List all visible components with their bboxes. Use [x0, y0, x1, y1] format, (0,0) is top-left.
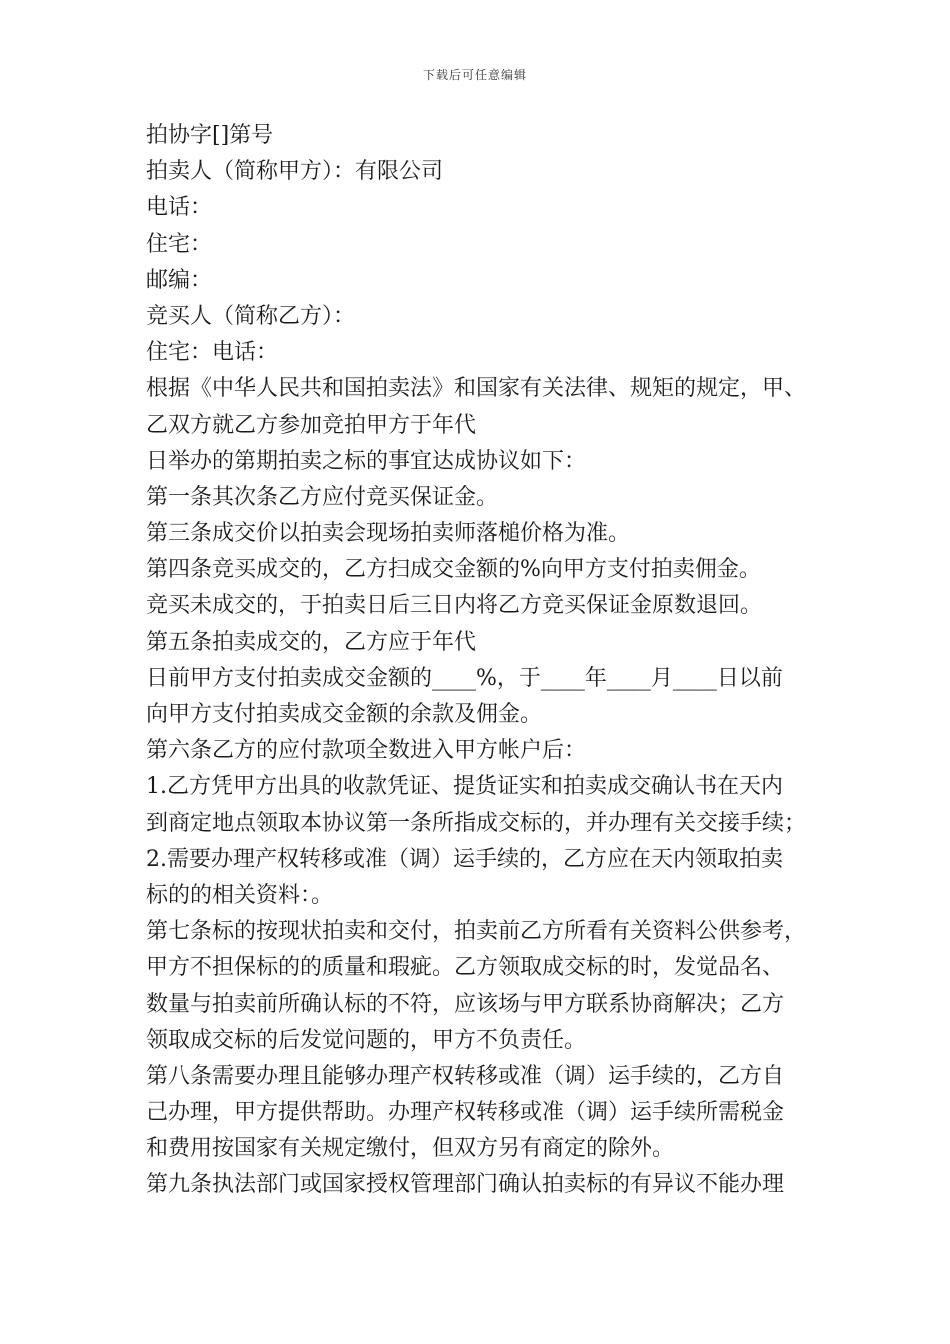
text-line: 邮编： — [146, 267, 213, 293]
text-line: 第八条需要办理且能够办理产权转移或准（调）运手续的，乙方自 — [146, 1063, 785, 1089]
text-line: 己办理，甲方提供帮助。办理产权转移或准（调）运手续所需税金 — [146, 1100, 785, 1126]
text-line: 乙双方就乙方参加竞拍甲方于年代 — [146, 412, 477, 438]
text-line: 第一条其次条乙方应付竞买保证金。 — [146, 484, 499, 510]
text-line: 到商定地点领取本协议第一条所指成交标的，并办理有关交接手续； — [146, 810, 807, 836]
text-line: 标的的相关资料：。 — [146, 882, 334, 908]
text-line: 1.乙方凭甲方出具的收款凭证、提货证实和拍卖成交确认书在天内 — [146, 774, 783, 800]
text-line: 2.需要办理产权转移或准（调）运手续的，乙方应在天内领取拍卖 — [146, 846, 783, 872]
text-line: 日举办的第期拍卖之标的事宜达成协议如下： — [146, 448, 587, 474]
text-line: 领取成交标的后发觉问题的，甲方不负责任。 — [146, 1027, 587, 1053]
text-line: 第六条乙方的应付款项全数进入甲方帐户后： — [146, 738, 587, 764]
text-line: 拍协字[]第号 — [146, 123, 274, 148]
text-line: 根据《中华人民共和国拍卖法》和国家有关法律、规矩的规定，甲、 — [146, 376, 807, 402]
text-line: 和费用按国家有关规定缴付，但双方另有商定的除外。 — [146, 1136, 675, 1162]
page-header-note: 下载后可任意编辑 — [422, 68, 527, 82]
text-line: 拍卖人（简称甲方）：有限公司 — [146, 159, 444, 185]
text-line: 竞买人（简称乙方）： — [146, 303, 356, 329]
text-line: 住宅：电话： — [146, 340, 279, 366]
text-line: 竞买未成交的，于拍卖日后三日内将乙方竞买保证金原数退回。 — [146, 593, 763, 619]
text-line: 向甲方支付拍卖成交金额的余款及佣金。 — [146, 702, 543, 727]
text-line: 第四条竞买成交的，乙方扫成交金额的%向甲方支付拍卖佣金。 — [146, 557, 761, 583]
text-line: 第七条标的按现状拍卖和交付，拍卖前乙方所看有关资料公供参考， — [146, 919, 807, 945]
text-line: 第九条执法部门或国家授权管理部门确认拍卖标的有异议不能办理 — [146, 1172, 785, 1198]
text-line: 甲方不担保标的的质量和瑕疵。乙方领取成交标的时，发觉品名、 — [146, 955, 785, 981]
text-line: 第五条拍卖成交的，乙方应于年代 — [146, 629, 477, 655]
text-line: 第三条成交价以拍卖会现场拍卖师落槌价格为准。 — [146, 521, 631, 547]
text-line: 电话： — [146, 195, 213, 221]
text-line: 日前甲方支付拍卖成交金额的____%，于____年____月____日以前 — [146, 665, 783, 691]
text-line: 数量与拍卖前所确认标的不符，应该场与甲方联系协商解决；乙方 — [146, 991, 785, 1017]
document-body — [146, 118, 836, 1204]
text-line: 住宅： — [146, 231, 213, 257]
